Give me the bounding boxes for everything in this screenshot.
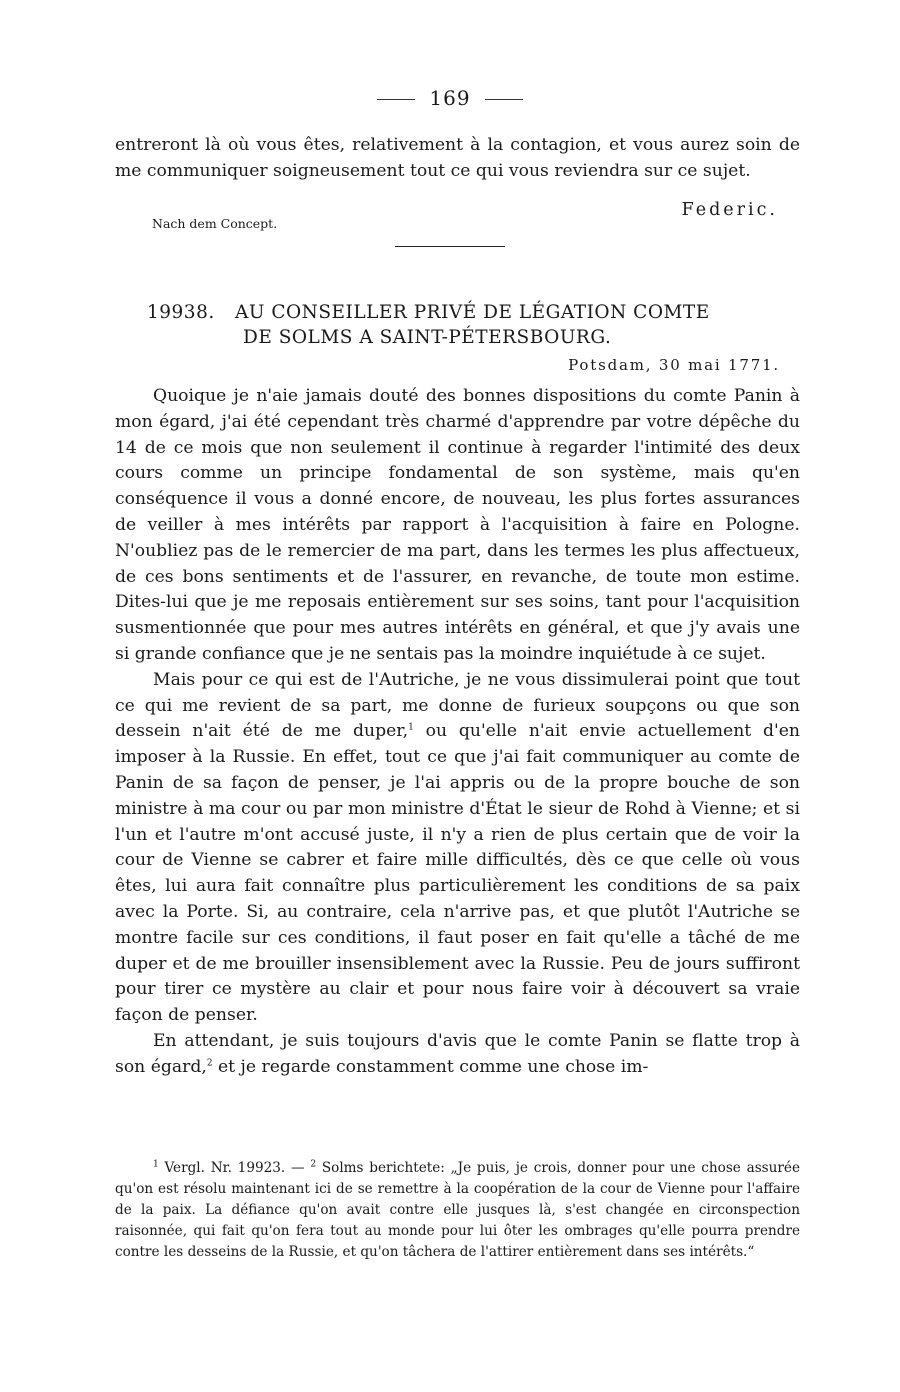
paragraph-3-part-a: En attendant, je suis toujours d'avis que le comte Panin se flatte trop à son égard, [115, 1030, 800, 1077]
footnote-2-text: Solms berichtete: „Je puis, je crois, donner pour une chose assurée qu'on est résolu maintenant ici de se remettre à la coopération de la cour de Vienne pour l'affaire de la paix. La défiance qu'on avait contre elle jusques là, s'est changée en circonspection raisonnée, qui fait qu'on fera tout au monde pour lui ôter les ombrages qu'elle pourra prendre contre les desseins de la Russie, et qu'on tâchera de l'attirer entièrement dans ses intérêts.“ [115, 1160, 801, 1260]
signature: Federic. [681, 200, 778, 220]
footnote-1-text: Vergl. Nr. 19923. — [158, 1160, 311, 1176]
closing-block [115, 196, 800, 236]
header-dash-left [377, 99, 415, 100]
paragraph-2 [115, 668, 800, 1029]
dateline: Potsdam, 30 mai 1771. [568, 356, 780, 374]
paragraph-1: Quoique je n'aie jamais douté des bonnes dispositions du comte Panin à mon égard, j'ai été cependant très charmé d'apprendre par votre dépêche du 14 de ce mois que non seulement il continue à regarder l'intimité des deux cours comme un principe fondamental de son système, mais qu'en conséquence il vous a donné encore, de nouveau, les plus fortes assurances de veiller à mes intérêts par rapport à l'acquisition à faire en Pologne. N'oubliez pas de le remercier de ma part, dans les termes les plus affectueux, de ces bons sentiments et de l'assurer, en revanche, de toute mon estime. Dites-lui que je me reposais entièrement sur ses soins, tant pour l'acquisition susmentionnée que pour mes autres intérêts en général, et que j'y avais une si grande confiance que je ne sentais pas la moindre inquiétude à ce sujet. [115, 386, 800, 664]
continuation-paragraph: entreront là où vous êtes, relativement à la contagion, et vous aurez soin de me communiquer soigneusement tout ce qui vous reviendra sur ce sujet. [115, 135, 800, 181]
header-dash-right [485, 99, 523, 100]
paragraph-3 [115, 1029, 800, 1081]
page-number-header [0, 86, 900, 110]
footnote-2-mark: 2 [310, 1159, 317, 1170]
heading-line-1: AU CONSEILLER PRIVÉ DE LÉGATION COMTE [235, 302, 710, 323]
paragraph-3-part-b: et je regarde constamment comme une chose im- [212, 1056, 649, 1077]
heading-line-2: DE SOLMS A SAINT-PÉTERSBOURG. [243, 327, 612, 348]
footnote-1-mark: 1 [153, 1159, 159, 1170]
source-note: Nach dem Concept. [152, 216, 278, 231]
paragraph-2-part-b: ou qu'elle n'ait envie actuellement d'en imposer à la Russie. En effet, tout ce que j'ai fait communiquer au comte de Panin de sa façon de penser, je l'ai appris ou de la propre bouche de son ministre à ma cour ou par mon ministre d'État le sieur de Rohd à Vienne; et si l'un et l'autre m'ont accusé juste, il n'y a rien de plus certain que de voir la cour de Vienne se cabrer et faire mille difficultés, dès ce que celle où vous êtes, lui aura fait connaître plus particulièrement les conditions de sa paix avec la Porte. Si, au contraire, cela n'arrive pas, et que plutôt l'Autriche se montre facile sur ces conditions, il faut poser en fait qu'elle a tâché de me duper et de me brouiller insensiblement avec la Russie. Peu de jours suffiront pour tirer ce mystère au clair et pour nous faire voir à découvert sa vraie façon de penser. [115, 721, 800, 1026]
footnote-ref-1: 1 [408, 722, 414, 733]
previous-letter-continuation [115, 133, 800, 185]
paragraph-2-part-a: Mais pour ce qui est de l'Autriche, je ne vous dissimulerai point que tout ce qui me revient de sa part, me donne de furieux soupçons ou que son dessein n'ait été de me duper, [115, 669, 800, 742]
section-divider [395, 246, 505, 247]
footnotes [115, 1158, 800, 1263]
letter-number: 19938. [147, 302, 215, 323]
letter-body [115, 384, 800, 1081]
page-number: 169 [429, 86, 471, 110]
footnote-block [115, 1158, 800, 1263]
footnote-ref-2: 2 [206, 1057, 213, 1068]
